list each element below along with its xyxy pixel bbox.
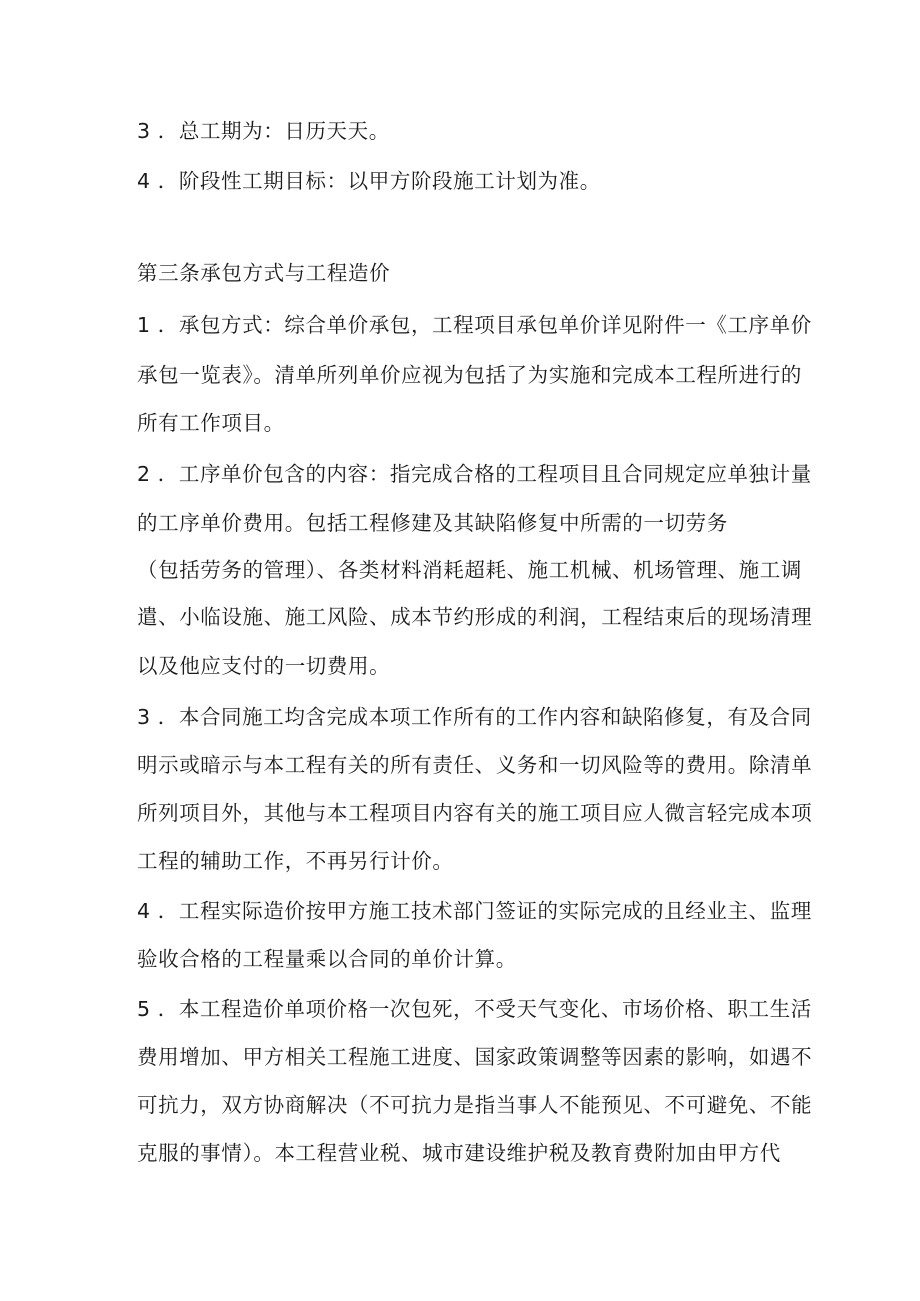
paragraph-1-line-3: 所有工作项目。 <box>137 411 285 435</box>
paragraph-5-line-1: 5 ．本工程造价单项价格一次包死，不受天气变化、市场价格、职工生活 <box>137 997 812 1021</box>
paragraph-1-line-2: 承包一览表》。清单所列单价应视为包括了为实施和完成本工程所进行的 <box>137 363 802 387</box>
paragraph-item-3-total-period: 3 ．总工期为：日历天天。 <box>137 119 390 143</box>
article-3-heading: 第三条承包方式与工程造价 <box>137 261 391 285</box>
paragraph-2-line-1: 2 ．工序单价包含的内容：指完成合格的工程项目且合同规定应单独计量 <box>137 462 812 486</box>
paragraph-3-line-4: 工程的辅助工作，不再另行计价。 <box>137 849 454 873</box>
paragraph-3-line-3: 所列项目外，其他与本工程项目内容有关的施工项目应人微言轻完成本项 <box>137 801 813 825</box>
paragraph-item-4-stage-period: 4 ．阶段性工期目标：以甲方阶段施工计划为准。 <box>137 169 601 193</box>
paragraph-5-line-2: 费用增加、甲方相关工程施工进度、国家政策调整等因素的影响，如遇不 <box>137 1045 813 1069</box>
paragraph-4-line-2: 验收合格的工程量乘以合同的单价计算。 <box>137 947 517 971</box>
paragraph-2-line-5: 以及他应支付的一切费用。 <box>137 654 391 678</box>
paragraph-5-line-3: 可抗力，双方协商解决（不可抗力是指当事人不能预见、不可避免、不能 <box>137 1093 813 1117</box>
paragraph-3-line-2: 明示或暗示与本工程有关的所有责任、义务和一切风险等的费用。除清单 <box>137 753 813 777</box>
paragraph-4-line-1: 4 ．工程实际造价按甲方施工技术部门签证的实际完成的且经业主、监理 <box>137 899 812 923</box>
paragraph-2-line-2: 的工序单价费用。包括工程修建及其缺陷修复中所需的一切劳务 <box>137 511 728 535</box>
paragraph-2-line-3: （包括劳务的管理）、各类材料消耗超耗、施工机械、机场管理、施工调 <box>137 558 802 582</box>
paragraph-1-line-1: 1 ．承包方式：综合单价承包，工程项目承包单价详见附件一《工序单价 <box>137 313 812 337</box>
paragraph-5-line-4: 克服的事情）。本工程营业税、城市建设维护税及教育费附加由甲方代 <box>137 1141 781 1165</box>
paragraph-3-line-1: 3 ．本合同施工均含完成本项工作所有的工作内容和缺陷修复，有及合同 <box>137 705 812 729</box>
paragraph-2-line-4: 遣、小临设施、施工风险、成本节约形成的利润，工程结束后的现场清理 <box>137 605 813 629</box>
